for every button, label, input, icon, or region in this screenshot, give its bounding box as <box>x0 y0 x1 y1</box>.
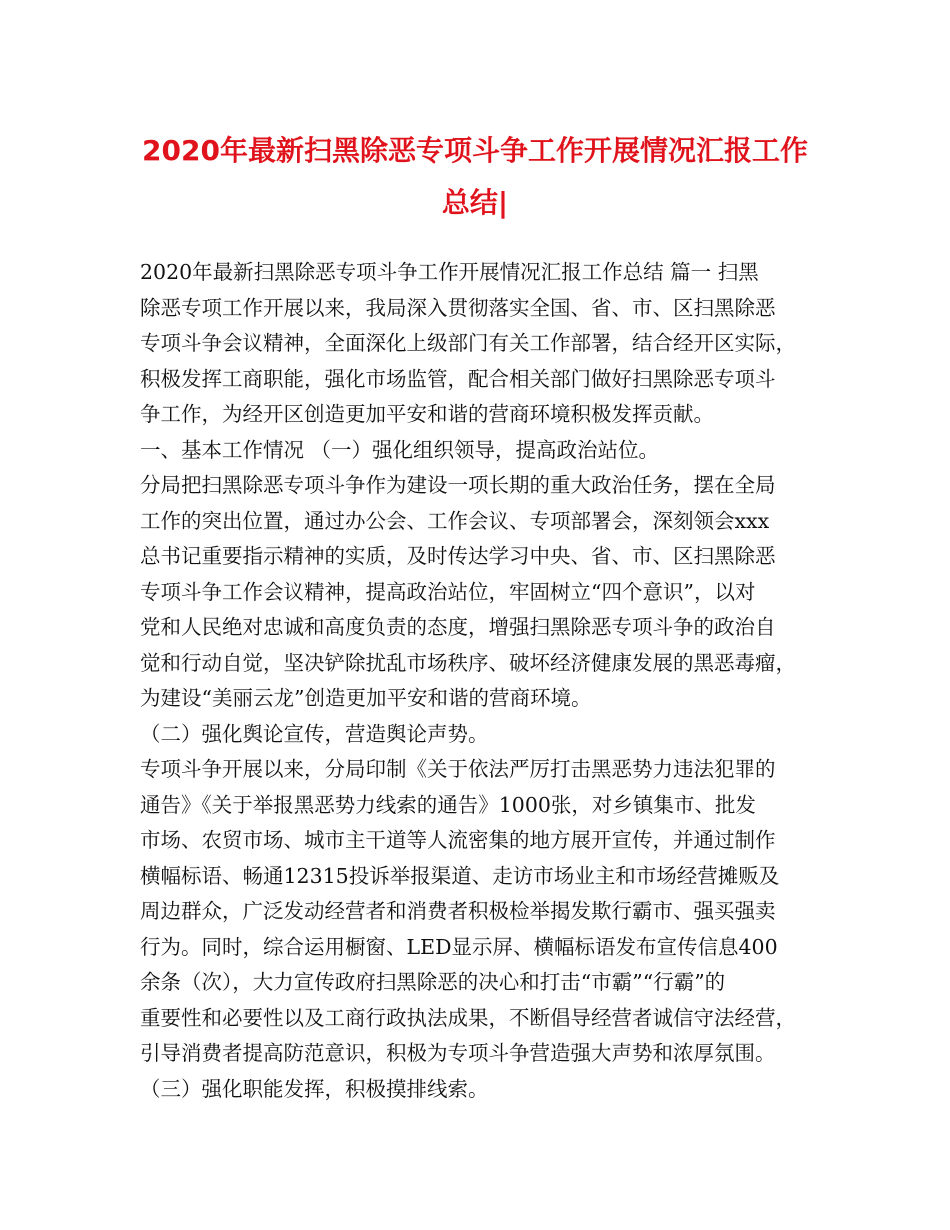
document-title <box>120 125 830 229</box>
document-body <box>140 255 820 1107</box>
body-line: 行为。同时，综合运用橱窗、LED显示屏、横幅标语发布宣传信息400 <box>140 934 778 959</box>
body-line: 引导消费者提高防范意识，积极为专项斗争营造强大声势和浓厚氛围。 <box>140 1041 776 1065</box>
body-line: 余条（次），大力宣传政府扫黑除恶的决心和打击“市霸”“行霸”的 <box>140 970 726 994</box>
body-line: 党和人民绝对忠诚和高度负责的态度，增强扫黑除恶专项斗争的政治自 <box>140 615 776 639</box>
body-line: 除恶专项工作开展以来，我局深入贯彻落实全国、省、市、区扫黑除恶 <box>140 295 776 320</box>
section-heading: （二）强化舆论宣传，营造舆论声势。 <box>140 721 489 746</box>
section-heading: （三）强化职能发挥，积极摸排线索。 <box>140 1076 489 1101</box>
body-line: 市场、农贸市场、城市主干道等人流密集的地方展开宣传，并通过制作 <box>140 828 776 852</box>
body-line: 争工作，为经开区创造更加平安和谐的营商环境积极发挥贡献。 <box>140 402 714 426</box>
body-line: 2020年最新扫黑除恶专项斗争工作开展情况汇报工作总结 篇一 扫黑 <box>140 260 759 284</box>
body-line: 重要性和必要性以及工商行政执法成果，不断倡导经营者诚信守法经营， <box>140 1005 796 1030</box>
body-line: 分局把扫黑除恶专项斗争作为建设一项长期的重大政治任务，摆在全局 <box>140 473 776 497</box>
body-line: 横幅标语、畅通12315投诉举报渠道、走访市场业主和市场经营摊贩及 <box>140 863 780 888</box>
body-line: 积极发挥工商职能，强化市场监管，配合相关部门做好扫黑除恶专项斗 <box>140 366 776 391</box>
body-line: 工作的突出位置，通过办公会、工作会议、专项部署会，深刻领会xxx <box>140 508 770 533</box>
title-line: 总结| <box>441 186 509 219</box>
body-line: 专项斗争工作会议精神，提高政治站位，牢固树立“四个意识”，以对 <box>140 579 756 604</box>
body-line: 通告》《关于举报黑恶势力线索的通告》1000张，对乡镇集市、批发 <box>140 792 756 817</box>
body-line: 觉和行动自觉，坚决铲除扰乱市场秩序、破坏经济健康发展的黑恶毒瘤， <box>140 650 796 675</box>
body-line: 专项斗争会议精神，全面深化上级部门有关工作部署，结合经开区实际， <box>140 331 796 355</box>
section-heading: 一、基本工作情况 （一）强化组织领导，提高政治站位。 <box>140 437 660 462</box>
body-line: 专项斗争开展以来，分局印制《关于依法严厉打击黑恶势力违法犯罪的 <box>140 757 776 781</box>
body-line: 总书记重要指示精神的实质，及时传达学习中央、省、市、区扫黑除恶 <box>140 544 776 568</box>
body-line: 周边群众，广泛发动经营者和消费者积极检举揭发欺行霸市、强买强卖 <box>140 899 776 923</box>
title-line: 2020年最新扫黑除恶专项斗争工作开展情况汇报工作 <box>142 134 808 167</box>
body-line: 为建设“美丽云龙”创造更加平安和谐的营商环境。 <box>140 686 592 710</box>
